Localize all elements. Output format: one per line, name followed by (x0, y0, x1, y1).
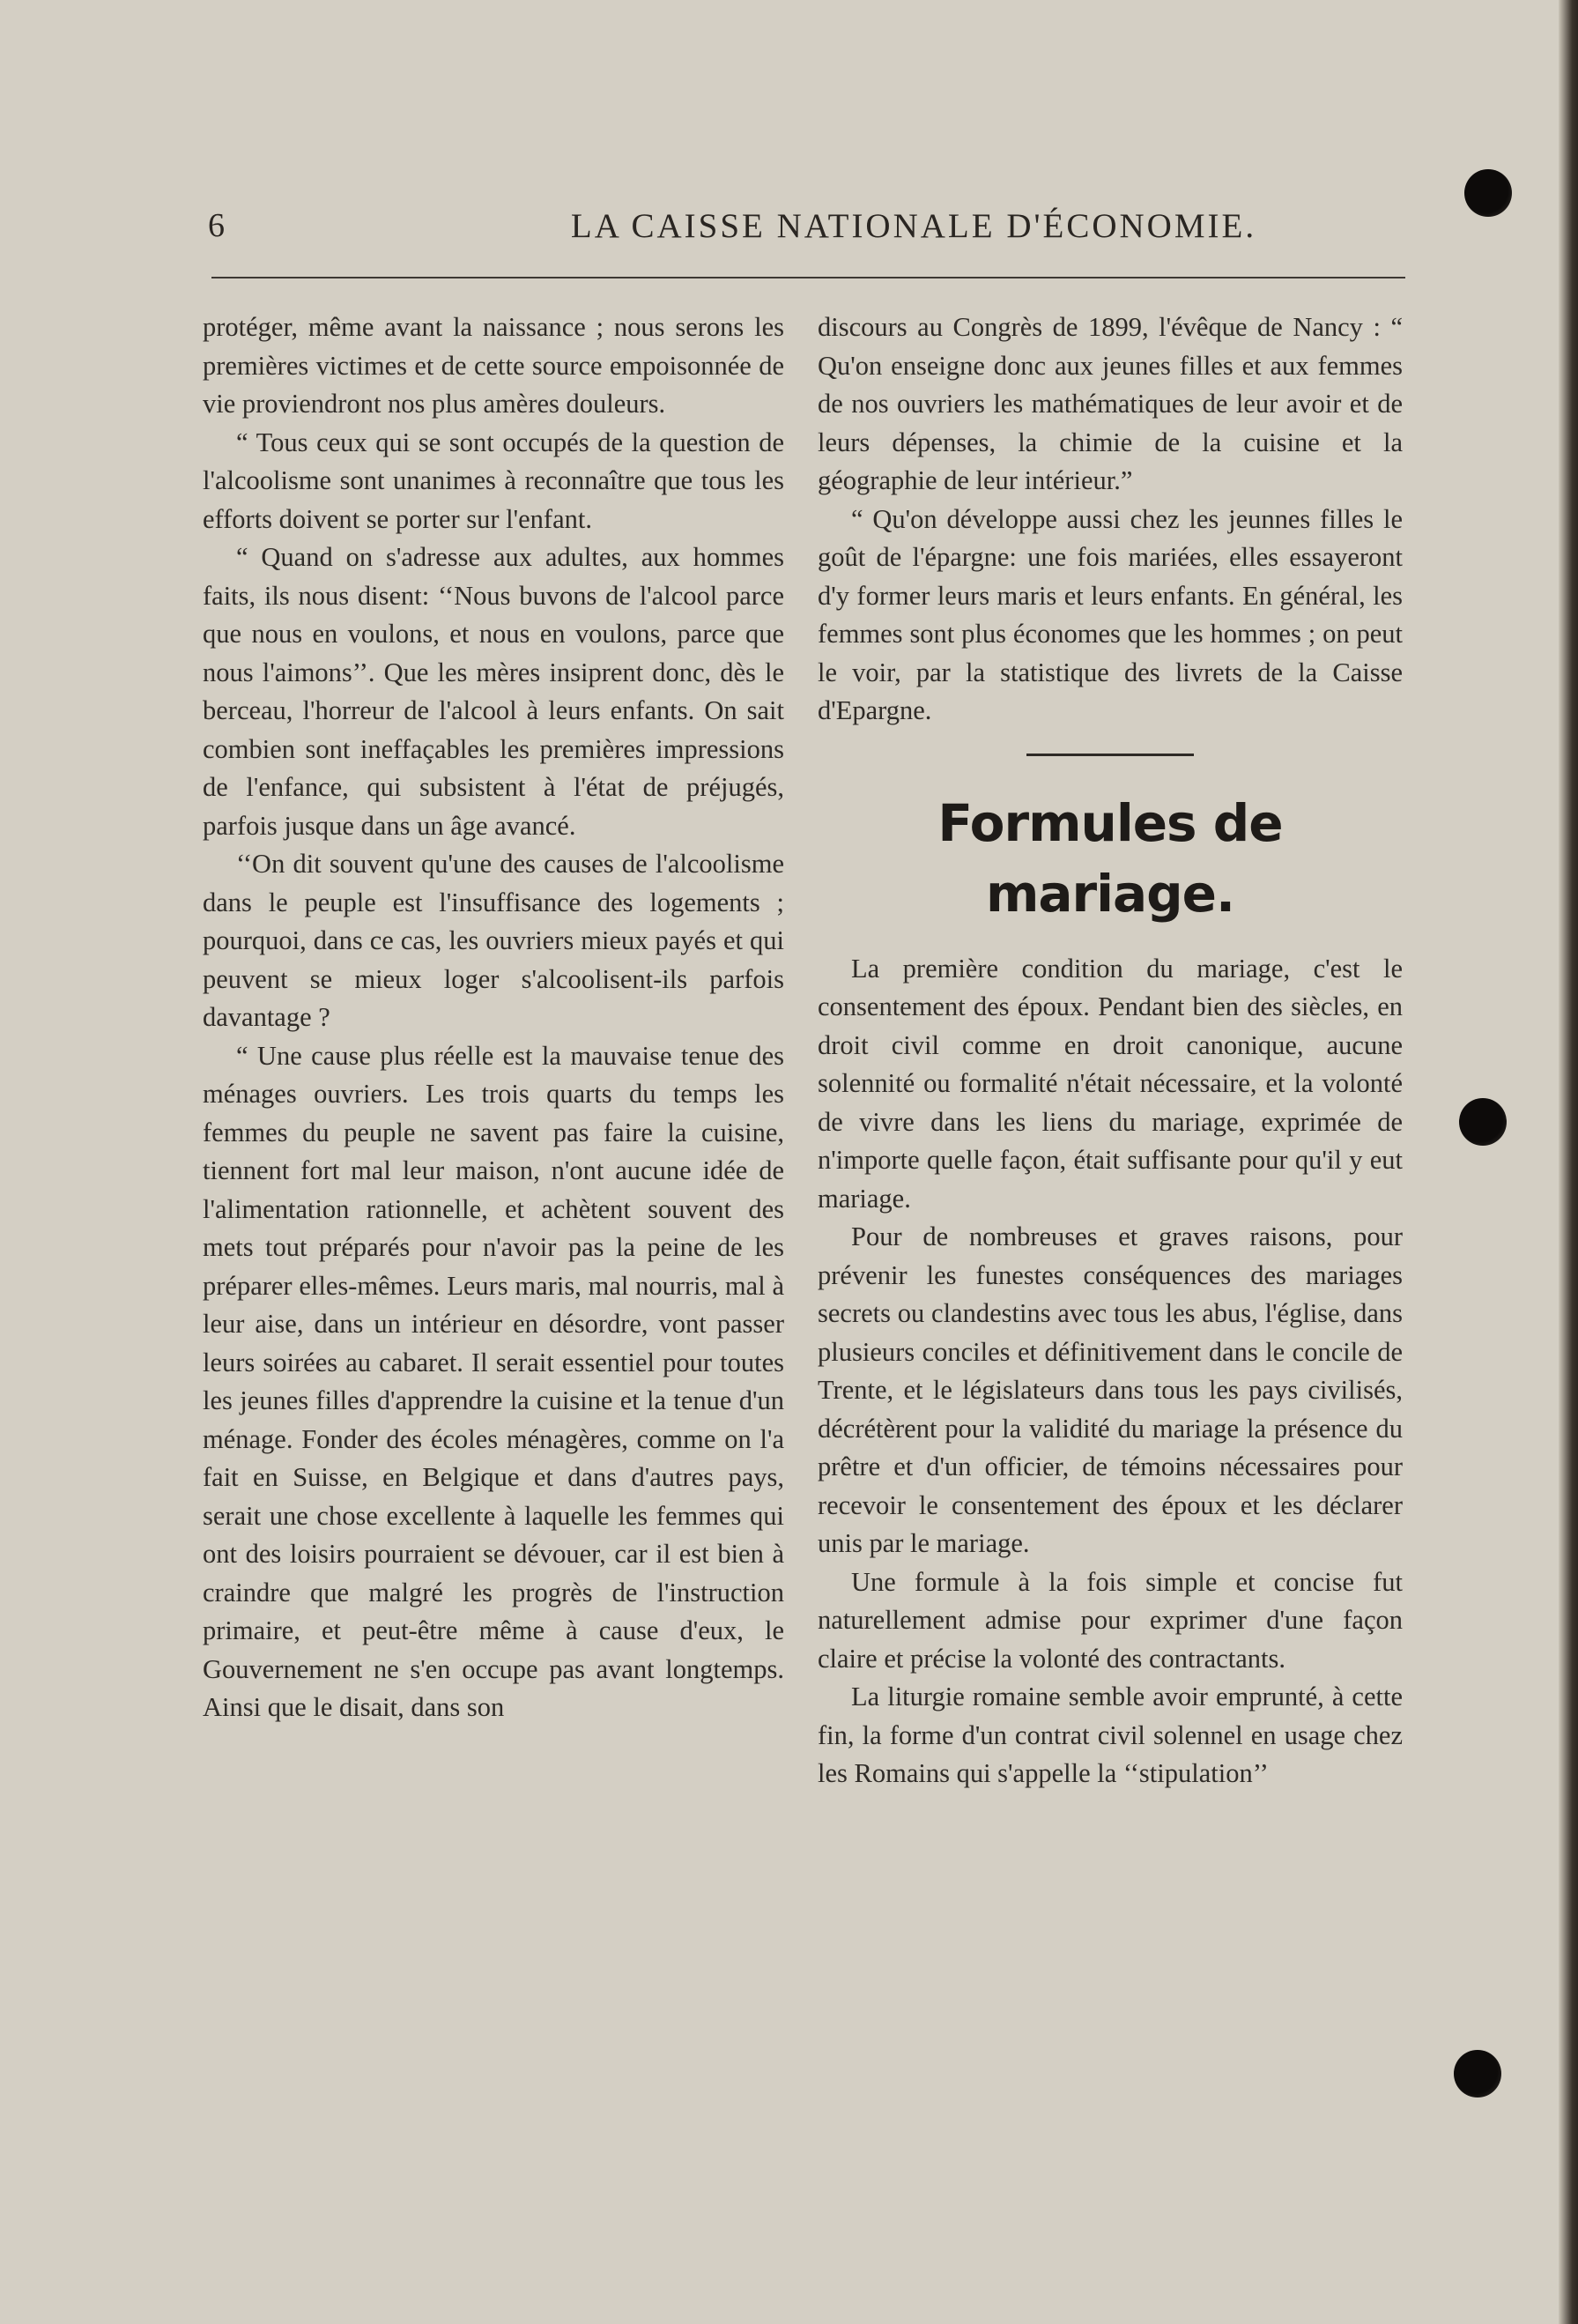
paragraph: “ Qu'on développe aussi chez les jeunnes filles le goût de l'épargne: une fois mariées, elles essayeront d'y former leurs maris et leurs enfants. En général, les femmes sont plus économes que les hommes ; on peut le voir, par la statistique des livrets de la Caisse d'Epargne. (818, 503, 1403, 725)
binding-hole-top (1464, 169, 1512, 217)
paragraph: La première condition du mariage, c'est le consentement des époux. Pendant bien des siècles, en droit civil comme en droit canonique, aucune solennité ou formalité n'était nécessaire, et la volonté de vivre dans les liens du mariage, exprimée de n'importe quelle façon, était suffisante pour qu'il y eut mariage. (818, 953, 1403, 1214)
running-title: LA CAISSE NATIONALE D'ÉCONOMIE. (570, 207, 1257, 245)
page-number: 6 (208, 207, 225, 244)
paragraph: La liturgie romaine semble avoir emprunté, à cette fin, la forme d'un contrat civil solennel en usage chez les Romains qui s'appelle la ‘‘stipulation’’ (818, 1682, 1403, 1788)
page-header (204, 206, 1403, 259)
paragraph: “ Tous ceux qui se sont occupés de la question de l'alcoolisme sont unanimes à reconnaître que tous les efforts doivent se porter sur l'enfant. (203, 427, 784, 534)
paragraph: Une formule à la fois simple et concise fut naturellement admise pour exprimer d'une façon claire et précise la volonté des contractants. (818, 1566, 1403, 1674)
paragraph: “ Une cause plus réelle est la mauvaise tenue des ménages ouvriers. Les trois quarts du temps les femmes du peuple ne savent pas faire la cuisine, tiennent fort mal leur maison, n'ont aucune idée de l'alimentation rationnelle, et achètent souvent des mets tout préparés pour n'avoir pas la peine de les préparer elles-mêmes. Leurs maris, mal nourris, mal à leur aise, dans un intérieur en désordre, vont passer leurs soirées au cabaret. Il serait essentiel pour toutes les jeunes filles d'apprendre la cuisine et la tenue d'un ménage. Fonder des écoles ménagères, comme on l'a fait en Suisse, en Belgique et dans d'autres pays, serait une chose excellente à laquelle les femmes qui ont des loisirs pourraient se dévouer, car il est bien à craindre que malgré les progrès de l'instruction primaire, et peut-être même à cause d'eux, le Gouvernement ne s'en occupe pas avant longtemps. Ainsi que le disait, dans son (203, 1040, 784, 1722)
left-column (203, 308, 784, 2186)
right-column (818, 308, 1403, 2186)
page-edge-shadow (1559, 0, 1578, 2324)
binding-hole-bottom (1454, 2050, 1501, 2098)
paragraph: protéger, même avant la naissance ; nous serons les premières victimes et de cette source empoisonnée de vie proviendront nos plus amères douleurs. (203, 312, 784, 419)
paragraph: discours au Congrès de 1899, l'évêque de Nancy : “ Qu'on enseigne donc aux jeunes filles et aux femmes de nos ouvriers les mathématiques de leur avoir et de leurs dépenses, la chimie de la cuisine et la géographie de leur intérieur.” (818, 312, 1403, 495)
paragraph: “ Quand on s'adresse aux adultes, aux hommes faits, ils nous disent: ‘‘Nous buvons de l'alcool parce que nous en voulons, et nous en voulons, parce que nous l'aimons’’. Que les mères insiprent donc, dès le berceau, l'horreur de l'alcool à leurs enfants. On sait combien sont ineffaçables les premières impressions de l'enfance, qui subsistent à l'état de préjugés, parfois jusque dans un âge avancé. (203, 542, 784, 841)
header-rule (211, 277, 1405, 278)
paragraph: Pour de nombreuses et graves raisons, pour prévenir les funestes conséquences des mariages secrets ou clandestins avec tous les abus, l'église, dans plusieurs conciles et définitivement dans le concile de Trente, et le législateurs dans tous les pays civilisés, décrétèrent pour la validité du mariage la présence du prêtre et d'un officier, de témoins nécessaires pour recevoir le consentement des époux et les déclarer unis par le mariage. (818, 1221, 1403, 1558)
section-separator (1026, 754, 1194, 756)
paragraph: ‘‘On dit souvent qu'une des causes de l'alcoolisme dans le peuple est l'insuffisance des logements ; pourquoi, dans ce cas, les ouvriers mieux payés et qui peuvent se mieux loger s'alcoolisent-ils parfois davantage ? (203, 849, 784, 1032)
section-heading: Formules de mariage. (937, 792, 1283, 924)
binding-hole-middle (1459, 1098, 1507, 1146)
